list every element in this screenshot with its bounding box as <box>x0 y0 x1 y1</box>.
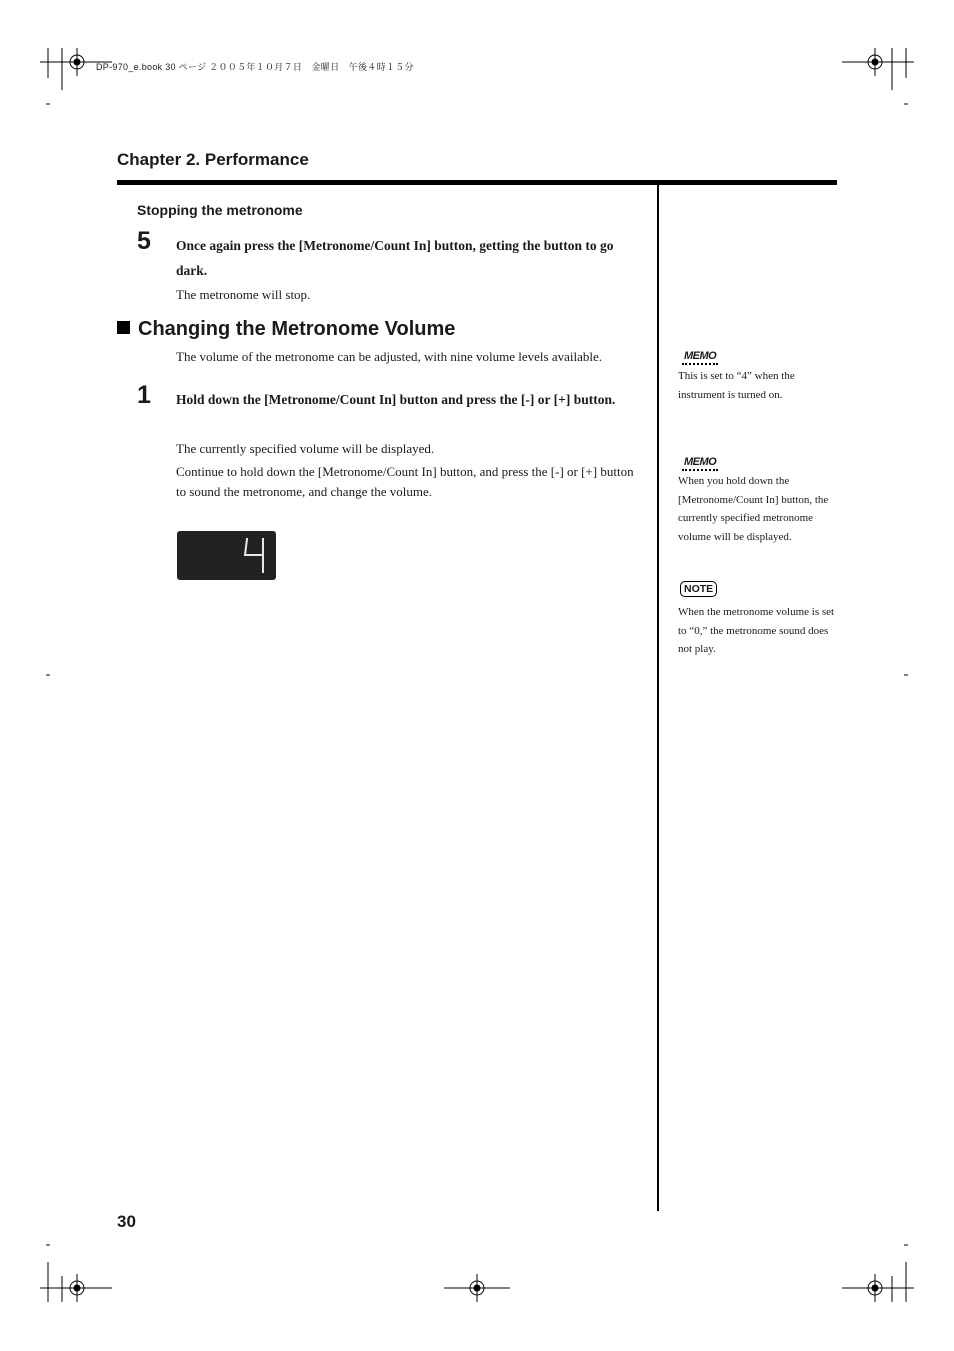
memo-text-1: This is set to “4” when the instrument is turned on. <box>678 370 795 401</box>
section-heading <box>117 318 455 341</box>
square-bullet-icon <box>117 321 130 334</box>
step-5-result: The metronome will stop. <box>176 287 311 302</box>
step-number-5: 5 <box>137 227 151 255</box>
volume-display <box>177 531 276 580</box>
note-icon <box>680 579 717 597</box>
step-number-1: 1 <box>137 381 151 409</box>
note-text: When the metronome volume is set to “0,” the metronome sound does not play. <box>678 606 835 655</box>
step-1-detail: Continue to hold down the [Metronome/Count In] button, and press the [-] or [+] button to sound the metronome, and change the volume. <box>176 464 634 499</box>
memo-label-1: MEMO <box>684 350 717 362</box>
step-1-result: The currently specified volume will be displayed. <box>176 441 435 456</box>
file-info-header: DP-970_e.book 30 ページ ２００５年１０月７日 金曜日 午後４時１５分 <box>96 62 414 72</box>
stopping-subheading: Stopping the metronome <box>137 202 303 218</box>
step-1-instruction: Hold down the [Metronome/Count In] button and press the [-] or [+] button. <box>176 392 616 407</box>
section-title: Changing the Metronome Volume <box>138 318 456 340</box>
step-5-instruction: Once again press the [Metronome/Count In] button, getting the button to go dark. <box>176 238 614 278</box>
chapter-rule <box>117 180 837 185</box>
memo-icon-2 <box>682 452 718 470</box>
memo-icon-1 <box>682 346 718 364</box>
seven-segment-digit <box>177 531 276 580</box>
note-label: NOTE <box>680 581 717 597</box>
chapter-title: Chapter 2. Performance <box>117 150 309 169</box>
memo-text-2: When you hold down the [Metronome/Count In] button, the currently specified metronome volume will be displayed. <box>678 475 829 543</box>
page-number: 30 <box>117 1212 136 1231</box>
column-divider <box>657 182 659 1211</box>
section-intro: The volume of the metronome can be adjusted, with nine volume levels available. <box>176 349 602 364</box>
memo-label-2: MEMO <box>684 456 717 468</box>
